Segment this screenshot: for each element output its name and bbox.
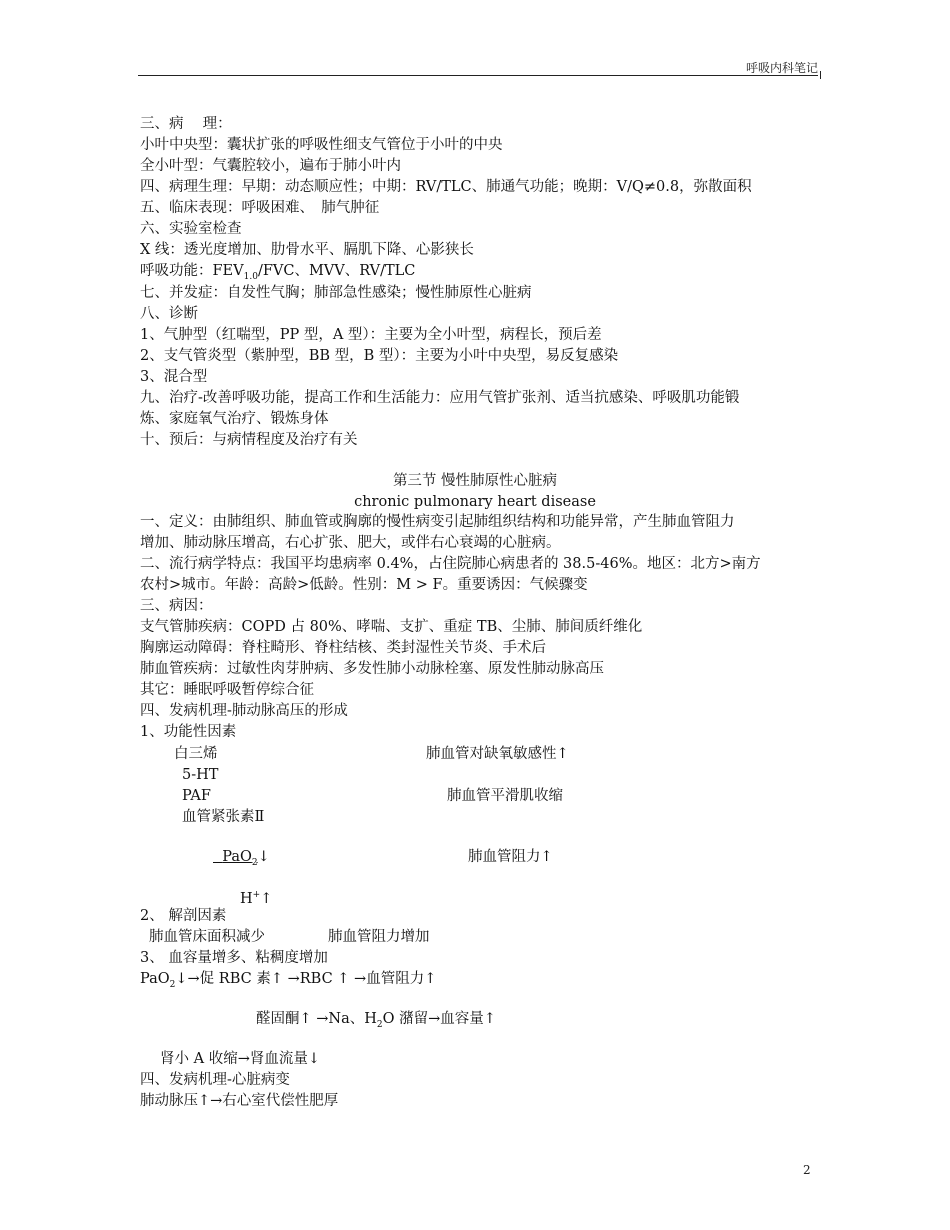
section-subtitle: chronic pulmonary heart disease <box>354 494 596 510</box>
blood-heading: 3、 血容量增多、粘稠度增加 <box>140 950 328 966</box>
text-line: 肺血管疾病：过敏性肉芽肿病、多发性肺小动脉栓塞、原发性肺动脉高压 <box>140 661 604 677</box>
text-line: 九、治疗-改善呼吸功能，提高工作和生活能力：应用气管扩张剂、适当抗感染、呼吸肌功能锻 <box>140 390 740 406</box>
lung-function-prefix: 呼吸功能：FEV <box>140 263 244 279</box>
tail-line: 肺动脉压↑→右心室代偿性肥厚 <box>140 1093 339 1109</box>
tail-heading: 四、发病机理-心脏病变 <box>140 1072 290 1088</box>
pao2-label: PaO$_2$ <box>222 849 258 868</box>
factor-pao2 <box>213 848 270 872</box>
text-line: 小叶中央型：囊状扩张的呼吸性细支气管位于小叶的中央 <box>140 137 503 153</box>
text-line: 增加、肺动脉压增高，右心扩张、肥大，或伴右心衰竭的心脏病。 <box>140 535 561 551</box>
lung-function-sub: 1.0 <box>243 272 258 282</box>
text-line: 七、并发症：自发性气胸；肺部急性感染；慢性肺原性心脏病 <box>140 285 532 301</box>
text-line: 其它：睡眠呼吸暂停综合征 <box>140 682 314 698</box>
factor-paf: PAF <box>182 788 211 804</box>
section-title: 第三节 慢性肺原性心脏病 <box>392 473 558 489</box>
blood-chain-2: 醛固酮↑ →Na、$H_2O$ 潴留→血容量↑ <box>256 1011 496 1030</box>
text-line: 3、混合型 <box>140 369 208 385</box>
text-line: 二、流行病学特点：我国平均患病率 0.4%，占住院肺心病患者的 38.5-46%。地区：北方>南方 <box>140 556 761 572</box>
text-line: 六、实验室检查 <box>140 221 242 237</box>
anatomy-right: 肺血管阻力增加 <box>328 929 430 945</box>
page-header <box>138 55 818 76</box>
text-line: 1、气肿型（红喘型，PP 型，A 型）：主要为全小叶型，病程长，预后差 <box>140 327 602 343</box>
factor-angiotensin: 血管紧张素Ⅱ <box>182 809 265 825</box>
lung-function-line <box>140 262 415 286</box>
text-line: 2、支气管炎型（紫肿型，BB 型，B 型）：主要为小叶中央型，易反复感染 <box>140 348 619 364</box>
text-line: 三、病因： <box>140 598 213 614</box>
lung-function-suffix: /FVC、MVV、RV/TLC <box>257 263 416 279</box>
text-line: 十、预后：与病情程度及治疗有关 <box>140 432 358 448</box>
header-tick <box>820 71 821 79</box>
text-line: 三、病 理： <box>140 116 232 132</box>
text-line: 1、功能性因素 <box>140 724 237 740</box>
text-line: X 线：透光度增加、肋骨水平、膈肌下降、心影狭长 <box>140 242 474 258</box>
result-resistance: 肺血管阻力↑ <box>468 849 553 865</box>
up-arrow-icon: ↑ <box>260 890 273 907</box>
text-line: 四、发病机理-肺动脉高压的形成 <box>140 703 348 719</box>
text-line: 四、病理生理：早期：动态顺应性；中期：RV/TLC、肺通气功能；晚期：V/Q≠0.8，弥散面积 <box>140 179 752 195</box>
header-title: 呼吸内科笔记 <box>745 61 818 75</box>
factor-h-ion: H+↑ <box>240 890 273 907</box>
factor-leukotriene: 白三烯 <box>174 746 218 762</box>
text-line: 农村>城市。年龄：高龄>低龄。性别：M > F。重要诱因：气候骤变 <box>140 577 588 593</box>
text-line: 支气管肺疾病：COPD 占 80%、哮喘、支扩、重症 TB、尘肺、肺间质纤维化 <box>140 619 643 635</box>
text-line: 炼、家庭氧气治疗、锻炼身体 <box>140 411 329 427</box>
text-line: 八、诊断 <box>140 306 198 322</box>
page-number: 2 <box>803 1163 811 1177</box>
anatomy-heading: 2、 解剖因素 <box>140 908 227 924</box>
down-arrow-icon: ↓ <box>257 849 270 865</box>
result-smooth-muscle: 肺血管平滑肌收缩 <box>447 788 563 804</box>
text-line: 一、定义：由肺组织、肺血管或胸廓的慢性病变引起肺组织结构和功能异常，产生肺血管阻力 <box>140 514 735 530</box>
text-line: 全小叶型：气囊腔较小，遍布于肺小叶内 <box>140 158 401 174</box>
text-line: 胸廓运动障碍：脊柱畸形、脊柱结核、类封湿性关节炎、手术后 <box>140 640 546 656</box>
blood-chain-1: PaO$_2$↓→促 RBC 素↑ →RBC ↑ →血管阻力↑ <box>140 971 437 990</box>
result-hypoxia-sensitivity: 肺血管对缺氧敏感性↑ <box>426 746 569 762</box>
blood-chain-3: 肾小 A 收缩→肾血流量↓ <box>160 1051 320 1067</box>
factor-5ht: 5-HT <box>182 767 219 783</box>
anatomy-left: 肺血管床面积减少 <box>149 929 265 945</box>
text-line: 五、临床表现：呼吸困难、 肺气肿征 <box>140 200 380 216</box>
